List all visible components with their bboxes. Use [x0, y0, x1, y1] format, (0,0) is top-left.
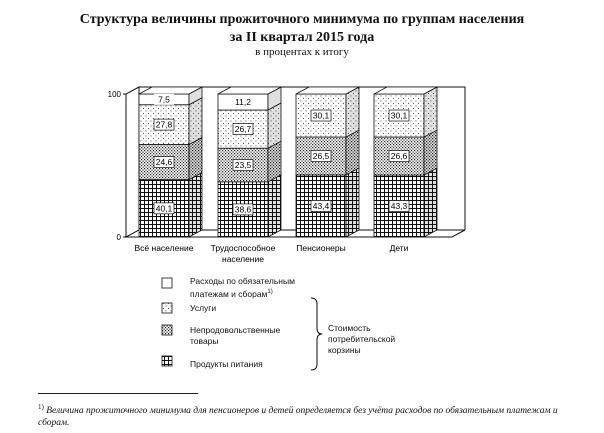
footnote-rule — [38, 393, 198, 394]
legend — [162, 278, 172, 366]
bar-segment — [139, 173, 202, 237]
data-label: 43,3 — [390, 201, 408, 212]
y-axis-wall — [126, 87, 139, 237]
bar-segment — [218, 87, 281, 110]
chart-title-line2: за II квартал 2015 года — [229, 30, 375, 45]
legend-label-services: Услуги — [190, 303, 217, 313]
chart-title: Структура величины прожиточного минимума по группам населения — [79, 12, 525, 27]
data-label: 7,5 — [158, 94, 170, 105]
data-label: 26,6 — [390, 151, 408, 162]
legend-swatch-services — [162, 303, 172, 313]
data-label: 40,1 — [155, 203, 173, 214]
data-label: 27,8 — [155, 119, 173, 130]
x-tick-label: Дети — [389, 243, 409, 253]
data-label: 30,1 — [312, 110, 330, 121]
bar-segment — [139, 87, 202, 105]
legend-label-fees: Расходы по обязательным платежам и сборам$^{1)}$ — [190, 276, 295, 299]
data-label: 26,5 — [312, 150, 330, 161]
data-label: 43,4 — [312, 200, 330, 211]
chart-bars — [139, 87, 437, 237]
y-tick-label: 100 — [107, 90, 121, 99]
legend-label-food: Продукты питания — [190, 359, 263, 369]
x-tick-label: Пенсионеры — [296, 243, 346, 253]
category-labels — [135, 243, 409, 264]
bar-segment — [218, 175, 281, 237]
legend-swatch-fees — [162, 278, 172, 288]
chart-subtitle: в процентах к итогу — [255, 46, 349, 58]
x-tick-label: Трудоспособное — [210, 243, 276, 253]
y-tick-label: 0 — [116, 233, 121, 242]
legend-brace — [311, 298, 322, 370]
data-label: 11,2 — [235, 97, 251, 108]
bar-segment — [374, 87, 437, 137]
footnote: $^{1)}$ Величина прожиточного минимума для пенсионеров и детей определяется без учёта расходов по обязательным платежам и сборам. — [38, 403, 558, 429]
data-label: 24,6 — [155, 157, 173, 168]
data-label: 30,1 — [390, 110, 408, 121]
x-tick-label: население — [222, 254, 264, 264]
legend-swatch-nonfood — [162, 325, 172, 335]
x-tick-label: Всё население — [134, 243, 194, 253]
data-label: 26,7 — [234, 124, 252, 135]
bar-segment — [374, 168, 437, 237]
legend-label-nonfood: Непродовольственные товары — [190, 325, 281, 346]
bar-segment — [296, 168, 359, 237]
legend-swatch-food — [162, 356, 172, 366]
data-label: 23,5 — [234, 159, 252, 170]
data-label: 38,6 — [234, 204, 252, 215]
bar-segment — [296, 87, 359, 137]
basket-cost-label: Стоимость потребительской корзины — [328, 323, 396, 355]
